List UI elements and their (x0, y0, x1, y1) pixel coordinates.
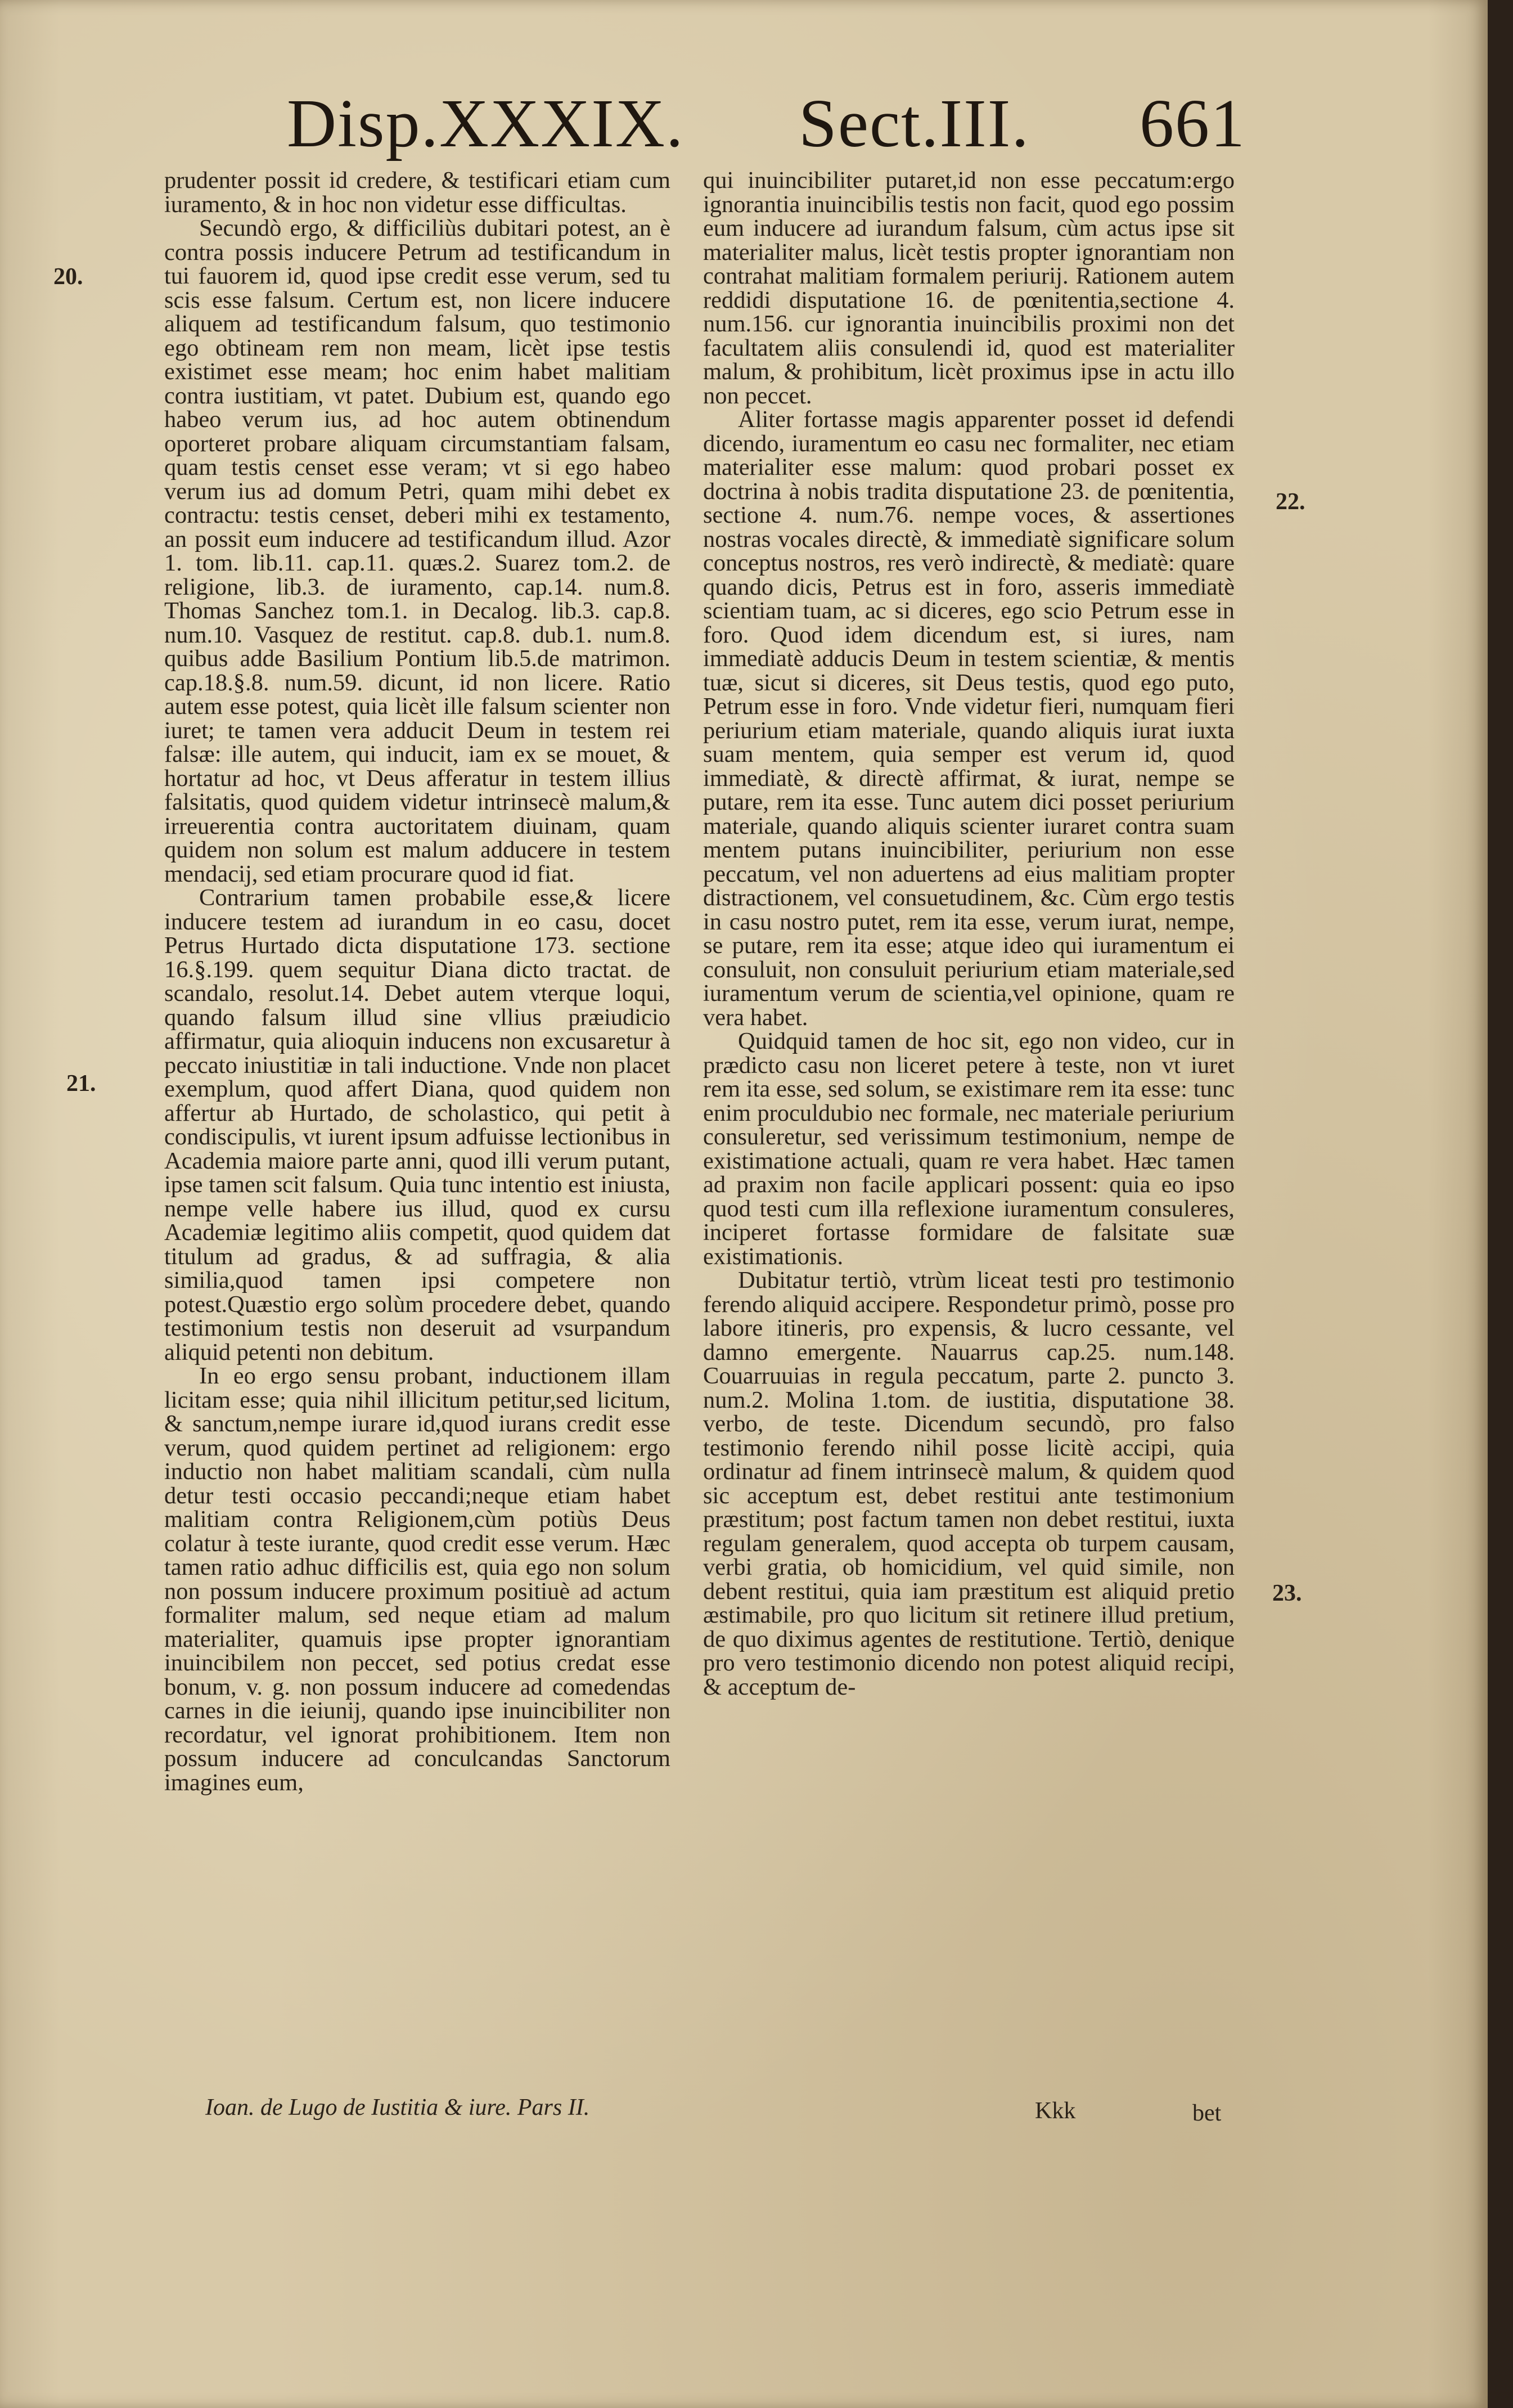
margin-number-22: 22. (1276, 489, 1305, 515)
page-header (264, 84, 1246, 163)
paragraph: Quidquid tamen de hoc sit, ego non video, cur in prædicto casu non liceret petere à teste, non vt iuret rem ita esse, sed solum, se existimare rem ita esse: tunc enim proculdubio nec formale, nec materiale periurium consuleretur, sed verissimum testimonium, nempe de existimatione actuali, quam re vera habet. Hæc tamen ad praxim non facile applicari possent: quia eo ipso quod testi cum illa reflexione iuramentum consuleres, inciperet fortasse formidare de falsitate suæ existimationis. (703, 1028, 1235, 1270)
section-heading: Sect.III. (799, 86, 1030, 161)
right-text-column (703, 169, 1235, 1699)
paragraph: In eo ergo sensu probant, inductionem illam licitam esse; quia nihil illicitum petitur,sed licitum, & sanctum,nempe iurare id,quod iurans credit esse verum, quod quidem pertinet ad religionem: ergo inductio non habet malitiam scandali, cùm nulla detur testi occasio peccandi;neque etiam habet malitiam contra Religionem,cùm potiùs Deus colatur à teste iurante, quod credit esse verum. Hæc tamen ratio adhuc difficilis est, quia ego non solum non possum inducere proximum positiuè ad actum formaliter malum, sed neque etiam ad malum materialiter, quamuis ipse propter ignorantiam inuincibilem non peccet, sed potius credat esse bonum, v. g. non possum inducere ad comedendas carnes in die ieiunij, quando ipse inuincibiliter non recordatur, vel ignorat prohibitionem. Item non possum inducere ad conculcandas Sanctorum imagines eum, (164, 1363, 670, 1796)
left-text-column (164, 169, 670, 1795)
page-number: 661 (1140, 86, 1246, 161)
running-title: Ioan. de Lugo de Iustitia & iure. Pars II. (205, 2095, 590, 2121)
margin-number-23: 23. (1272, 1580, 1302, 1606)
paragraph: Dubitatur tertiò, vtrùm liceat testi pro testimonio ferendo aliquid accipere. Respondetur primò, posse pro labore itineris, pro expensis, & lucro cessante, vel damno emergente. Nauarrus cap.25. num.148. Couarruuias in regula peccatum, parte 2. puncto 3. num.2. Molina 1.tom. de iustitia, disputatione 38. verbo, de teste. Dicendum secundò, pro falso testimonio ferendo nihil posse licitè accipi, quia ordinatur ad finem intrinsecè malum, & quidem quod sic acceptum est, debet restitui ante testimonium præstitum; post factum tamen non debet restitui, iuxta regulam generalem, quod accepta ob turpem causam, verbi gratia, ob homicidium, vel quid simile, non debent restitui, quia iam præstitum est aliquid pretio æstimabile, pro quo licitum sit retinere illud pretium, de quo diximus agentes de restitutione. Tertiò, denique pro vero testimonio dicendo non potest aliquid recipi, & acceptum de- (703, 1267, 1235, 1700)
catchword: bet (1192, 2100, 1222, 2126)
paragraph: Aliter fortasse magis apparenter posset id defendi dicendo, iuramentum eo casu nec formaliter, nec etiam materialiter esse malum: quod probari posset ex doctrina à nobis tradita disputatione 23. de pœnitentia, sectione 4. num.76. nempe voces, & assertiones nostras vocales directè, & immediatè significare solum conceptus nostros, res verò indirectè, & mediatè: quare quando dicis, Petrus est in foro, asseris immediatè scientiam tuam, ac si diceres, ego scio Petrum esse in foro. Quod idem dicendum est, si iures, nam immediatè adducis Deum in testem scientiæ, & mentis tuæ, sicut si diceres, sit Deus testis, quod ego puto, Petrum esse in foro. Vnde videtur fieri, numquam fieri periurium etiam materiale, quando aliquis iurat iuxta suam mentem, quia semper est verum id, quod immediatè, & directè affirmat, & iurat, nempe se putare, rem ita esse. Tunc autem dici posset periurium materiale, quando aliquis scienter iuraret contra suam mentem putans inuincibiliter, periurium non esse peccatum, vel non aduertens ad eius malitiam propter distractionem, vel consuetudinem, &c. Cùm ergo testis in casu nostro putet, rem ita esse, verum iurat, nempe, se putare, rem ita esse; atque ideo qui iuramentum ei consuluit, non consuluit periurium etiam materiale,sed iuramentum verum de scientia,vel opinione, quam re vera habet. (703, 406, 1235, 1031)
signature-mark: Kkk (1035, 2098, 1076, 2124)
paragraph: prudenter possit id credere, & testificari etiam cum iuramento, & in hoc non videtur esse difficultas. (164, 167, 670, 218)
background-edge (1488, 0, 1513, 2408)
disputation-heading: Disp.XXXIX. (287, 86, 685, 161)
paragraph: Secundò ergo, & difficiliùs dubitari potest, an è contra possis inducere Petrum ad testificandum in tui fauorem id, quod ipse credit esse verum, sed tu scis esse falsum. Certum est, non licere inducere aliquem ad testificandum falsum, quo testimonio ego obtineam rem non meam, licèt ipse testis existimet esse meam; hoc enim habet malitiam contra iustitiam, vt patet. Dubium est, quando ego habeo verum ius, ad hoc autem obtinendum oporteret probare aliquam circumstantiam falsam, quam testis censet esse veram; vt si ego habeo verum ius ad domum Petri, quam mihi debet ex contractu: testis censet, deberi mihi ex testamento, an possit eum inducere ad testificandum illud. Azor 1. tom. lib.11. cap.11. quæs.2. Suarez tom.2. de religione, lib.3. de iuramento, cap.14. num.8. Thomas Sanchez tom.1. in Decalog. lib.3. cap.8. num.10. Vasquez de restitut. cap.8. dub.1. num.8. quibus adde Basilium Pontium lib.5.de matrimon. cap.18.§.8. num.59. dicunt, id non licere. Ratio autem esse potest, quia licèt ille falsum scienter non iuret; te tamen vera adducit Deum in testem rei falsæ: ille autem, qui inducit, iam ex se mouet, & hortatur ad hoc, vt Deus afferatur in testem illius falsitatis, quod quidem videtur intrinsecè malum,& irreuerentia contra auctoritatem diuinam, quam quidem non solum est malum adducere in testem mendacij, sed etiam procurare quod id fiat. (164, 215, 670, 887)
paragraph: qui inuincibiliter putaret,id non esse peccatum:ergo ignorantia inuincibilis testis non facit, quod ego possim eum inducere ad iurandum falsum, cùm actus ipse sit materialiter malus, licèt testis propter ignorantiam non contrahat malitiam formalem periurij. Rationem autem reddidi disputatione 16. de pœnitentia,sectione 4. num.156. cur ignorantia inuincibilis proximi non det facultatem aliis consulendi id, quod est materialiter malum, & prohibitum, licèt proximus ipse in actu illo non peccet. (703, 167, 1235, 409)
paragraph: Contrarium tamen probabile esse,& licere inducere testem ad iurandum in eo casu, docet Petrus Hurtado dicta disputatione 173. sectione 16.§.199. quem sequitur Diana dicto tractat. de scandalo, resolut.14. Debet autem vterque loqui, quando falsum illud sine vllius præiudicio affirmatur, quia alioquin inducens non excusaretur à peccato iniustitiæ in tali inductione. Vnde non placet exemplum, quod affert Diana, quod quidem non affertur ab Hurtado, de scholastico, qui petit à condiscipulis, vt iurent ipsum adfuisse lectionibus in Academia maiore parte anni, quod illi verum putant, ipse tamen scit falsum. Quia tunc intentio est iniusta, nempe velle habere ius illud, quod ex cursu Academiæ legitimo aliis competit, quod quidem dat titulum ad gradus, & ad suffragia, & alia similia,quod tamen ipsi competere non potest.Quæstio ergo solùm procedere debet, quando testimonium testis non deseruit ad vsurpandum aliquid petenti non debitum. (164, 884, 670, 1365)
margin-number-20: 20. (53, 264, 83, 290)
margin-number-21: 21. (66, 1071, 96, 1097)
